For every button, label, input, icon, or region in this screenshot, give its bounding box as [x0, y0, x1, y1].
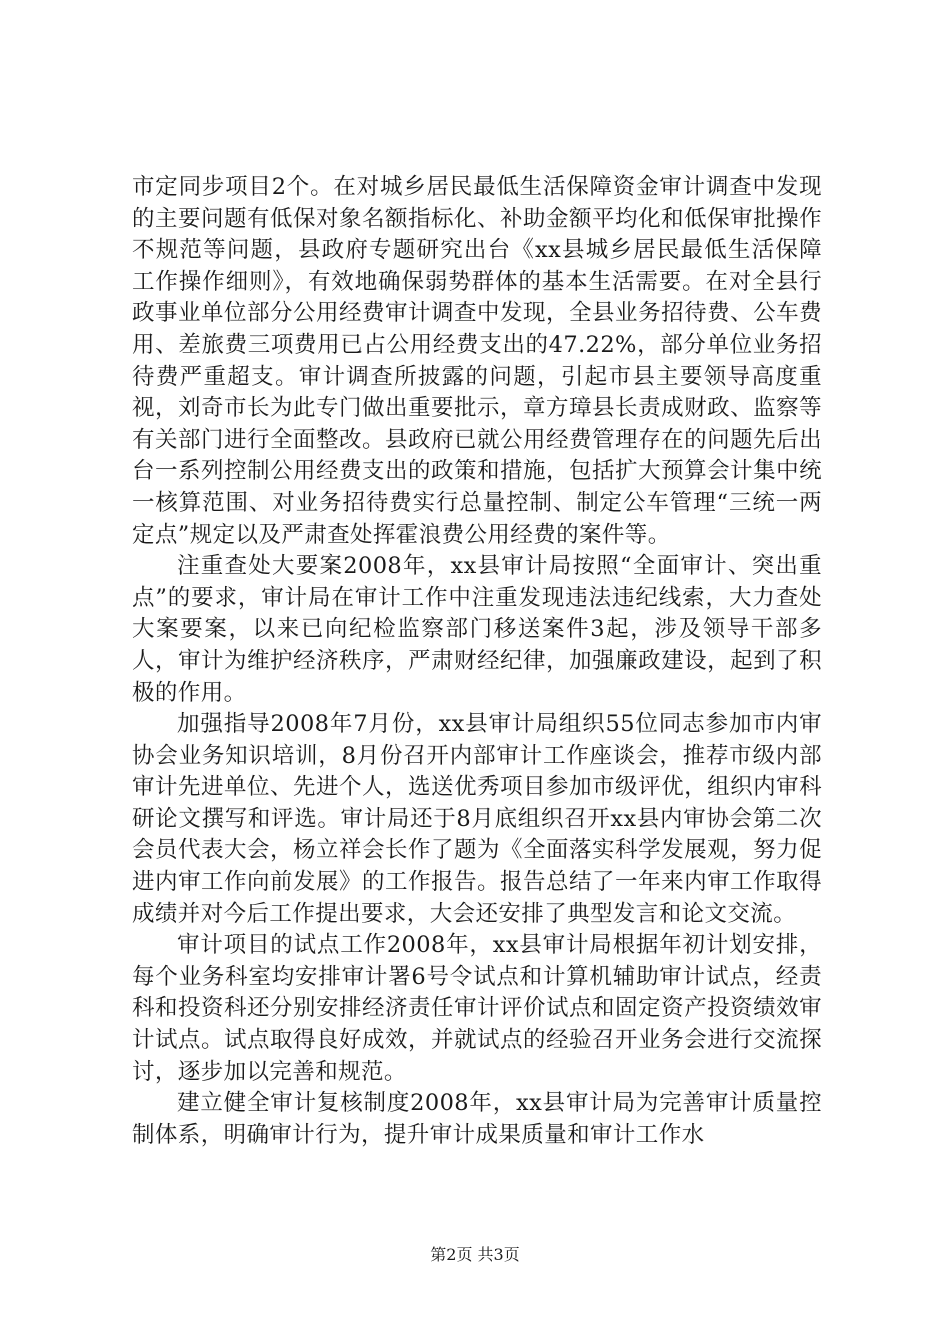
paragraph-review-system: 建立健全审计复核制度2008年，xx县审计局为完善审计质量控制体系，明确审计行为，提升审计成果质量和审计工作水: [132, 1090, 822, 1148]
page-number-footer: 第2页 共3页: [430, 1245, 520, 1264]
paragraph-continuation: 市定同步项目2个。在对城乡居民最低生活保障资金审计调查中发现的主要问题有低保对象名额指标化、补助金额平均化和低保审批操作不规范等问题，县政府专题研究出台《xx县城乡居民最低生活保障工作操作细则》，有效地确保弱势群体的基本生活需要。在对全县行政事业单位部分公用经费审计调查中发现，全县业务招待费、公车费用、差旅费三项费用已占公用经费支出的47.22%，部分单位业务招待费严重超支。审计调查所披露的问题，引起市县主要领导高度重视，刘奇市长为此专门做出重要批示，章方璋县长责成财政、监察等有关部门进行全面整改。县政府已就公用经费管理存在的问题先后出台一系列控制公用经费支出的政策和措施，包括扩大预算会计集中统一核算范围、对业务招待费实行总量控制、制定公车管理“三统一两定点”规定以及严肃查处挥霍浪费公用经费的案件等。: [132, 174, 822, 548]
paragraph-guidance: 加强指导2008年7月份，xx县审计局组织55位同志参加市内审协会业务知识培训，8月份召开内部审计工作座谈会，推荐市级内部审计先进单位、先进个人，选送优秀项目参加市级评优，组织内审科研论文撰写和评选。审计局还于8月底组织召开xx县内审协会第二次会员代表大会，杨立祥会长作了题为《全面落实科学发展观，努力促进内审工作向前发展》的工作报告。报告总结了一年来内审工作取得成绩并对今后工作提出要求，大会还安排了典型发言和论文交流。: [132, 711, 822, 927]
document-body: [132, 172, 822, 1151]
paragraph-pilot-work: 审计项目的试点工作2008年，xx县审计局根据年初计划安排，每个业务科室均安排审计署6号令试点和计算机辅助审计试点，经责科和投资科还分别安排经济责任审计评价试点和固定资产投资绩效审计试点。试点取得良好成效，并就试点的经验召开业务会进行交流探讨，逐步加以完善和规范。: [132, 932, 822, 1085]
paragraph-major-cases: 注重查处大要案2008年，xx县审计局按照“全面审计、突出重点”的要求，审计局在审计工作中注重发现违法违纪线索，大力查处大案要案，以来已向纪检监察部门移送案件3起，涉及领导干部多人，审计为维护经济秩序，严肃财经纪律，加强廉政建设，起到了积极的作用。: [132, 553, 822, 706]
